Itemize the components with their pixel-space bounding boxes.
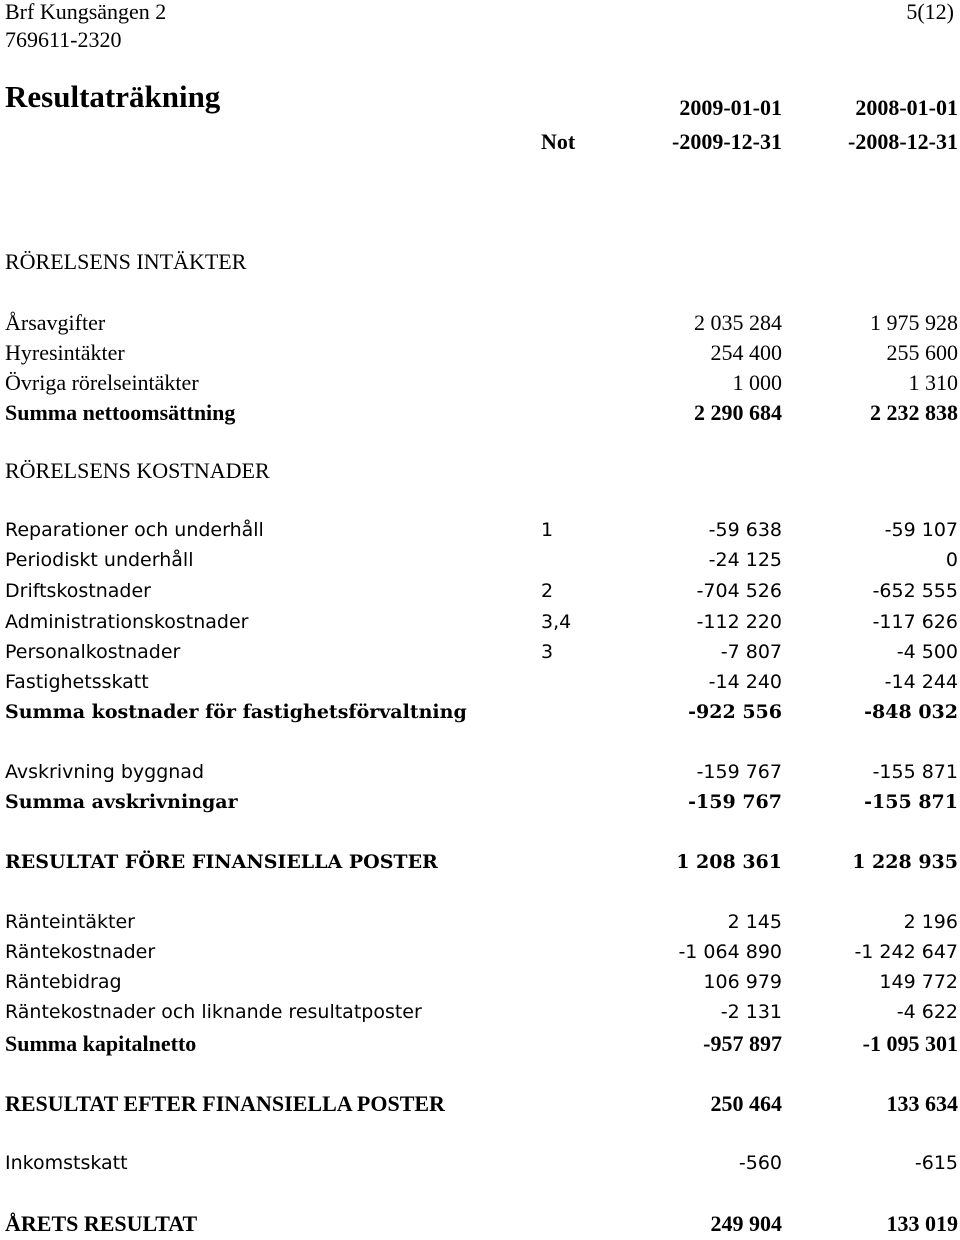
row-value-2009: -14 240 <box>708 671 782 693</box>
row-label: RÖRELSENS KOSTNADER <box>5 458 270 483</box>
row-label: RÖRELSENS INTÄKTER <box>5 249 247 274</box>
row-value-2008: 2 196 <box>903 911 958 933</box>
not-header: Not <box>541 129 576 154</box>
statement-row <box>0 1031 960 1060</box>
statement-row <box>0 1211 960 1240</box>
statement-row <box>0 400 960 429</box>
row-value-2008: 149 772 <box>879 971 958 993</box>
row-label: Summa kostnader för fastighetsförvaltning <box>5 701 467 723</box>
row-note: 1 <box>541 519 554 541</box>
row-value-2009: 250 464 <box>710 1091 782 1116</box>
row-note: 3 <box>541 641 554 663</box>
statement-row <box>0 671 960 700</box>
statement-row <box>0 611 960 640</box>
row-value-2008: 1 228 935 <box>852 851 958 873</box>
row-value-2009: 2 145 <box>727 911 782 933</box>
row-label: Räntekostnader och liknande resultatposter <box>5 1001 422 1023</box>
row-value-2008: -4 622 <box>896 1001 958 1023</box>
section-heading <box>0 249 960 278</box>
statement-row <box>0 641 960 670</box>
row-note: 2 <box>541 580 554 602</box>
row-value-2008: 0 <box>945 549 958 571</box>
row-value-2009: -704 526 <box>696 580 782 602</box>
period1-to: -2009-12-31 <box>672 129 782 154</box>
row-value-2009: -112 220 <box>696 611 782 633</box>
row-value-2008: -4 500 <box>896 641 958 663</box>
statement-row <box>0 971 960 1000</box>
row-label: Avskrivning byggnad <box>5 761 204 783</box>
period1-from: 2009-01-01 <box>679 95 782 120</box>
row-value-2009: -7 807 <box>720 641 782 663</box>
row-value-2009: -59 638 <box>708 519 782 541</box>
statement-row <box>0 911 960 940</box>
row-value-2009: 254 400 <box>710 340 782 365</box>
period2-to: -2008-12-31 <box>848 129 958 154</box>
row-label: Årsavgifter <box>5 310 106 335</box>
row-value-2008: -848 032 <box>864 701 958 723</box>
page-title: Resultaträkning <box>5 79 221 114</box>
row-label: Driftskostnader <box>5 580 151 602</box>
row-value-2009: -957 897 <box>703 1031 782 1056</box>
statement-row <box>0 761 960 790</box>
row-label: Administrationskostnader <box>5 611 249 633</box>
row-label: Summa kapitalnetto <box>5 1031 197 1056</box>
row-label: Hyresintäkter <box>5 340 125 365</box>
organization-number: 769611-2320 <box>5 27 122 52</box>
row-label: Reparationer och underhåll <box>5 519 264 541</box>
row-label: Summa avskrivningar <box>5 791 238 813</box>
statement-row <box>0 580 960 609</box>
row-label: Ränteintäkter <box>5 911 135 933</box>
row-value-2008: -1 242 647 <box>854 941 958 963</box>
row-value-2008: -1 095 301 <box>862 1031 958 1056</box>
row-value-2009: 106 979 <box>703 971 782 993</box>
row-value-2008: -155 871 <box>872 761 958 783</box>
row-label: RESULTAT EFTER FINANSIELLA POSTER <box>5 1091 445 1116</box>
statement-row <box>0 549 960 578</box>
row-value-2009: 249 904 <box>710 1211 782 1236</box>
row-label: Räntebidrag <box>5 971 122 993</box>
row-value-2009: -159 767 <box>688 791 782 813</box>
row-value-2009: 2 290 684 <box>694 400 782 425</box>
statement-row <box>0 370 960 399</box>
row-value-2009: -2 131 <box>720 1001 782 1023</box>
row-value-2009: 1 000 <box>732 370 782 395</box>
statement-row <box>0 1091 960 1120</box>
row-value-2008: -59 107 <box>884 519 958 541</box>
row-value-2009: -159 767 <box>696 761 782 783</box>
row-value-2008: 1 310 <box>908 370 958 395</box>
row-label: Summa nettoomsättning <box>5 400 236 425</box>
row-label: Personalkostnader <box>5 641 181 663</box>
row-value-2008: 2 232 838 <box>870 400 958 425</box>
row-value-2008: 133 634 <box>886 1091 958 1116</box>
row-value-2009: 1 208 361 <box>676 851 782 873</box>
statement-row <box>0 851 960 880</box>
row-label: Inkomstskatt <box>5 1152 128 1174</box>
row-value-2008: 1 975 928 <box>870 310 958 335</box>
row-value-2009: 2 035 284 <box>694 310 782 335</box>
row-label: Fastighetsskatt <box>5 671 149 693</box>
row-value-2008: -155 871 <box>864 791 958 813</box>
row-value-2008: -117 626 <box>872 611 958 633</box>
statement-row <box>0 340 960 369</box>
statement-row <box>0 310 960 339</box>
row-value-2008: 255 600 <box>886 340 958 365</box>
organization-name: Brf Kungsängen 2 <box>5 0 167 24</box>
statement-row <box>0 1001 960 1030</box>
row-value-2009: -560 <box>738 1152 782 1174</box>
row-value-2009: -1 064 890 <box>678 941 782 963</box>
row-value-2008: -14 244 <box>884 671 958 693</box>
row-label: ÅRETS RESULTAT <box>5 1211 198 1236</box>
statement-row <box>0 701 960 730</box>
row-label: RESULTAT FÖRE FINANSIELLA POSTER <box>5 851 438 873</box>
row-value-2008: -652 555 <box>872 580 958 602</box>
row-value-2009: -922 556 <box>688 701 782 723</box>
row-value-2008: 133 019 <box>886 1211 958 1236</box>
row-label: Periodiskt underhåll <box>5 549 194 571</box>
statement-row <box>0 941 960 970</box>
row-value-2008: -615 <box>914 1152 958 1174</box>
row-note: 3,4 <box>541 611 572 633</box>
section-heading <box>0 458 960 487</box>
row-value-2009: -24 125 <box>708 549 782 571</box>
page-number: 5(12) <box>906 0 954 24</box>
statement-row <box>0 791 960 820</box>
statement-row <box>0 1152 960 1181</box>
row-label: Övriga rörelseintäkter <box>5 370 199 395</box>
period2-from: 2008-01-01 <box>855 95 958 120</box>
row-label: Räntekostnader <box>5 941 156 963</box>
statement-row <box>0 519 960 548</box>
